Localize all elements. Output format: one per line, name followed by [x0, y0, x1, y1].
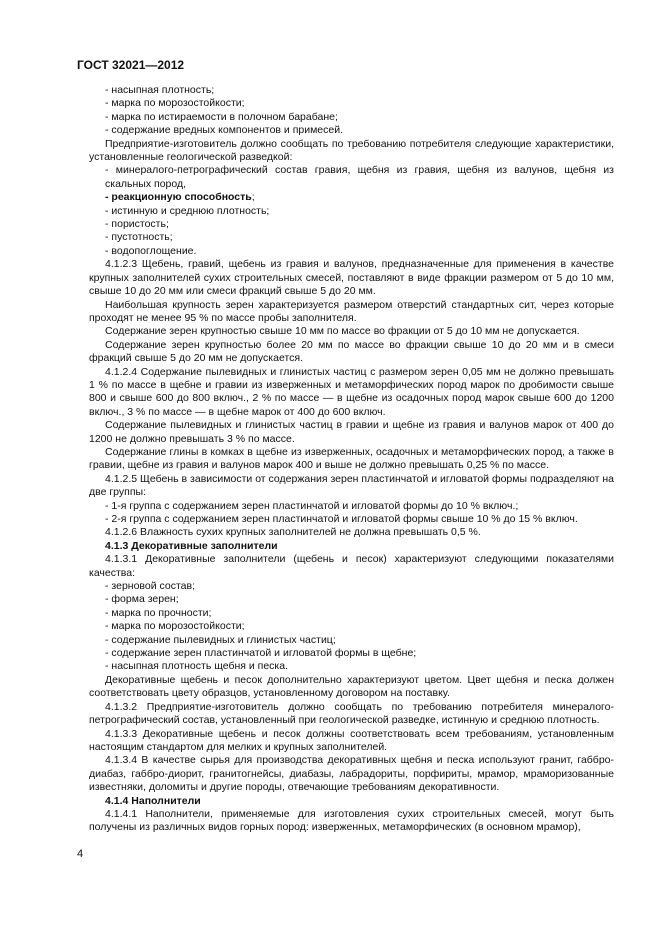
paragraph: Декоративные щебень и песок дополнительно характеризуют цветом. Цвет щебня и песка должен соответствовать цвету образцов, установленному договором на поставку.: [89, 673, 614, 700]
list-item: - насыпная плотность;: [105, 84, 215, 96]
list-item: - содержание пылевидных и глинистых частиц;: [105, 633, 336, 646]
list-item: - насыпная плотность щебня и песка.: [105, 660, 289, 673]
list-item: - зерновой состав;: [105, 580, 195, 593]
list-item: - 2-я группа с содержанием зерен пластинчатой и игловатой формы свыше 10 % до 15 % включ.: [105, 513, 578, 525]
page-number: 4: [77, 848, 84, 860]
paragraph: 4.1.3.4 В качестве сырья для производства декоративных щебня и песка используют гранит, габбро-диабаз, габбро-диорит, гранитогнейсы, диабазы, лабрадориты, порфириты, мрамор, мраморизованные известняки, доломиты и другие породы, отвечающие требованиям декоративности.: [89, 754, 614, 794]
list-item: - содержание вредных компонентов и примесей.: [105, 124, 344, 137]
bold-text: 4.1.3 Декоративные заполнители: [105, 539, 278, 552]
paragraph: Предприятие-изготовитель должно сообщать по требованию потребителя следующие характеристики, установленные геологической разведкой:: [89, 137, 614, 164]
list-item: - водопоглощение.: [105, 244, 197, 257]
paragraph: 4.1.2.6 Влажность сухих крупных заполнителей не должна превышать 0,5 %.: [105, 526, 481, 539]
paragraph: 4.1.3.3 Декоративные щебень и песок должны соответствовать всем требованиям, установленным настоящим стандартом для мелких и крупных заполнителей.: [89, 727, 614, 753]
paragraph: 4.1.3.1 Декоративные заполнители (щебень и песок) характеризуют следующими показателями качества:: [89, 553, 614, 579]
text-suffix: ;: [251, 191, 255, 204]
bold-text: 4.1.4 Наполнители: [105, 794, 201, 807]
list-item: - марка по истираемости в полочном барабане;: [105, 110, 338, 123]
paragraph: Содержание зерен крупностью свыше 10 мм по массе во фракции от 5 до 10 мм не допускается.: [105, 325, 580, 338]
paragraph: [89, 795, 614, 808]
list-item: - истинную и среднюю плотность;: [105, 204, 270, 217]
bold-text: - реакционную способность: [105, 191, 252, 204]
list-item: - марка по прочности;: [105, 606, 212, 619]
list-item: [89, 191, 614, 204]
list-item: - пористость;: [105, 218, 169, 231]
document-body: [89, 84, 614, 835]
list-item: - марка по морозостойкости;: [105, 620, 245, 633]
list-item: - марка по морозостойкости;: [105, 97, 245, 110]
paragraph: [89, 540, 614, 553]
list-item: - минералого-петрографический состав гравия, щебня из гравия, щебня из валунов, щебня из скальных пород,: [105, 164, 614, 190]
list-item: - 1-я группа с содержанием зерен пластинчатой и игловатой формы до 10 % включ.;: [105, 499, 519, 512]
list-item: - содержание зерен пластинчатой и игловатой формы в щебне;: [105, 647, 417, 660]
standard-header: ГОСТ 32021—2012: [77, 58, 185, 72]
paragraph: 4.1.2.3 Щебень, гравий, щебень из гравия и валунов, предназначенные для применения в качестве крупных заполнителей сухих строительных смесей, поставляют в виде фракции размером от 5 до 10 мм, свыше 10 до 20 мм или смеси фракций свыше 5 до 20 мм.: [89, 258, 614, 298]
paragraph: Содержание пылевидных и глинистых частиц в гравии и щебне из гравия и валунов марок от 400 до 1200 не должно превышать 3 % по массе.: [89, 419, 614, 445]
paragraph: Содержание зерен крупностью более 20 мм по массе во фракции свыше 10 до 20 мм и в смеси фракций свыше 5 до 20 мм не допускается.: [89, 338, 614, 365]
paragraph: Содержание глины в комках в щебне из изверженных, осадочных и метаморфических пород, а также в гравии, щебне из гравия и валунов марок 400 и выше не должно превышать 0,25 % по массе.: [89, 445, 614, 472]
list-item: - форма зерен;: [105, 593, 179, 606]
paragraph: 4.1.4.1 Наполнители, применяемые для изготовления сухих строительных смесей, могут быть получены из различных видов горных пород: изверженных, метаморфических (в основном мрамор),: [89, 807, 614, 834]
paragraph: 4.1.2.4 Содержание пылевидных и глинистых частиц с размером зерен 0,05 мм не должно превышать 1 % по массе в щебне и гравии из изверженных и метаморфических пород марок по дробимости свыше 800 и свыше 600 до 800 включ., 2 % по массе — в щебне из осадочных пород марок свыше 600 до 1200 включ., 3 % по массе — в щебне марок от 400 до 600 включ.: [89, 365, 614, 418]
paragraph: 4.1.2.5 Щебень в зависимости от содержания зерен пластинчатой и игловатой формы подразделяют на две группы:: [89, 472, 614, 499]
paragraph: Наибольшая крупность зерен характеризуется размером отверстий стандартных сит, через которые проходят не менее 95 % по массе пробы заполнителя.: [89, 298, 614, 324]
paragraph: 4.1.3.2 Предприятие-изготовитель должно сообщать по требованию потребителя минералого-петрографический состав, установленный при геологической разведке, истинную и среднюю плотность.: [89, 700, 614, 727]
list-item: - пустотность;: [105, 231, 173, 244]
